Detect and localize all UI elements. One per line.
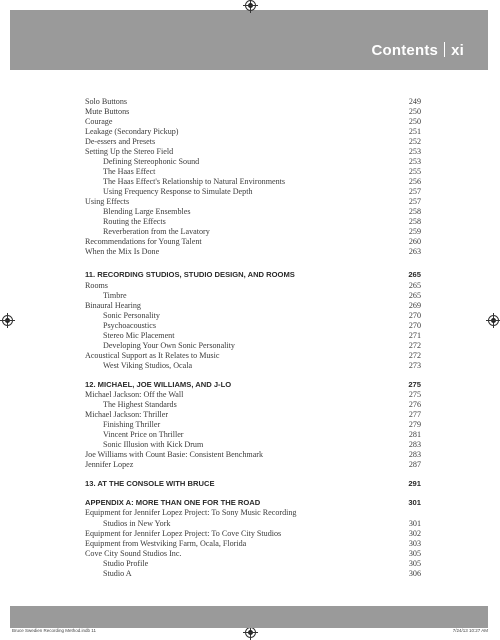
toc-entry-page: 252 <box>408 137 421 146</box>
toc-entry-page: 273 <box>408 361 421 370</box>
toc-entry-title: Mute Buttons <box>85 107 130 116</box>
toc-entry-page: 255 <box>408 167 421 176</box>
toc-entry-title: Stereo Mic Placement <box>103 331 175 340</box>
toc-entry[interactable] <box>85 207 421 217</box>
page-number: xi <box>451 42 464 59</box>
toc-entry-page: 283 <box>408 450 421 459</box>
toc-entry-page: 271 <box>408 331 421 340</box>
toc-entry[interactable] <box>85 147 421 157</box>
toc-entry-page: 253 <box>408 157 421 166</box>
toc-entry-page: 306 <box>408 569 421 578</box>
toc-entry[interactable] <box>85 321 421 331</box>
toc-entry[interactable] <box>85 539 421 549</box>
toc-entry-page: 257 <box>408 187 421 196</box>
toc-entry[interactable] <box>85 420 421 430</box>
toc-entry-title: Studio A <box>103 569 132 578</box>
toc-entry-page: 277 <box>408 410 421 419</box>
toc-entry-title: Psychoacoustics <box>103 321 157 330</box>
toc-entry-title: Rooms <box>85 281 108 290</box>
toc-entry[interactable] <box>85 301 421 311</box>
chapter-page: 291 <box>408 479 421 488</box>
toc-entry-page: 265 <box>408 291 421 300</box>
toc-entry-title: Binaural Hearing <box>85 301 141 310</box>
chapter-heading[interactable] <box>85 270 421 280</box>
toc-entry-title: Equipment for Jennifer Lopez Project: To Sony Music Recording <box>85 508 297 517</box>
toc-entry[interactable] <box>85 197 421 207</box>
toc-entry-page: 279 <box>408 420 421 429</box>
toc-entry-title: Cove City Sound Studios Inc. <box>85 549 182 558</box>
toc-entry-page: 259 <box>408 227 421 236</box>
footer-bar <box>10 606 488 628</box>
toc-entry-title: Acoustical Support as It Relates to Music <box>85 351 220 360</box>
toc-entry[interactable] <box>85 450 421 460</box>
toc-entry[interactable] <box>85 351 421 361</box>
toc-entry-page: 272 <box>408 341 421 350</box>
toc-entry[interactable] <box>85 430 421 440</box>
toc-entry[interactable] <box>85 519 421 529</box>
toc-entry[interactable] <box>85 281 421 291</box>
toc-entry[interactable] <box>85 247 421 257</box>
toc-entry-page: 270 <box>408 321 421 330</box>
toc-entry[interactable] <box>85 569 421 579</box>
toc-entry-title: Michael Jackson: Thriller <box>85 410 169 419</box>
toc-entry-page: 281 <box>408 430 421 439</box>
toc-entry-page: 303 <box>408 539 421 548</box>
toc-entry-page: 283 <box>408 440 421 449</box>
print-date-label: 7/24/13 10:27 AM <box>452 628 488 633</box>
chapter-title: 11. RECORDING STUDIOS, STUDIO DESIGN, AND ROOMS <box>85 270 295 279</box>
toc-entry[interactable] <box>85 331 421 341</box>
toc-entry[interactable] <box>85 400 421 410</box>
toc-entry-page: 287 <box>408 460 421 469</box>
toc-entry-title: Blending Large Ensembles <box>103 207 191 216</box>
toc-entry-title: Courage <box>85 117 113 126</box>
toc-entry-page: 302 <box>408 529 421 538</box>
toc-entry[interactable] <box>85 410 421 420</box>
toc-entry-title: West Viking Studios, Ocala <box>103 361 193 370</box>
toc-entry[interactable] <box>85 117 421 127</box>
toc-entry[interactable] <box>85 97 421 107</box>
toc-entry-title: Equipment for Jennifer Lopez Project: To Cove City Studios <box>85 529 282 538</box>
toc-entry-title: Reverberation from the Lavatory <box>103 227 210 236</box>
toc-entry-page: 250 <box>408 107 421 116</box>
toc-entry-page: 305 <box>408 549 421 558</box>
toc-entry-title: Developing Your Own Sonic Personality <box>103 341 235 350</box>
print-file-label: Bruce Swedien Recording Method.indb 11 <box>12 628 96 633</box>
toc-entry[interactable] <box>85 157 421 167</box>
toc-entry[interactable] <box>85 341 421 351</box>
toc-entry-title: Setting Up the Stereo Field <box>85 147 174 156</box>
chapter-page: 265 <box>408 270 421 279</box>
toc-entry-page: 265 <box>408 281 421 290</box>
toc-entry[interactable] <box>85 187 421 197</box>
toc-entry-title: The Highest Standards <box>103 400 177 409</box>
toc-entry-page: 275 <box>408 390 421 399</box>
toc-entry[interactable] <box>85 237 421 247</box>
toc-entry[interactable] <box>85 549 421 559</box>
toc-entry-title: Finishing Thriller <box>103 420 161 429</box>
toc-entry-title: Timbre <box>103 291 127 300</box>
section-title: Contents <box>371 42 439 59</box>
toc-entry-page: 251 <box>408 127 421 136</box>
chapter-title: APPENDIX A: MORE THAN ONE FOR THE ROAD <box>85 498 261 507</box>
toc-entry-page: 250 <box>408 117 421 126</box>
toc-entry[interactable] <box>85 311 421 321</box>
chapter-heading[interactable] <box>85 380 421 390</box>
chapter-heading[interactable] <box>85 498 421 508</box>
toc-entry-page: 270 <box>408 311 421 320</box>
toc-entry[interactable] <box>85 508 421 518</box>
toc-entry[interactable] <box>85 177 421 187</box>
toc-entry-page: 301 <box>408 519 421 528</box>
toc-entry-page: 257 <box>408 197 421 206</box>
toc-entry-page: 269 <box>408 301 421 310</box>
toc-entry-title: Studios in New York <box>103 519 171 528</box>
toc-entry-title: The Haas Effect <box>103 167 156 176</box>
toc-entry-page: 253 <box>408 147 421 156</box>
chapter-title: 12. MICHAEL, JOE WILLIAMS, AND J-LO <box>85 380 232 389</box>
chapter-page: 301 <box>408 498 421 507</box>
toc-entry-title: Studio Profile <box>103 559 149 568</box>
toc-entry-title: De-essers and Presets <box>85 137 156 146</box>
toc-entry-title: Sonic Personality <box>103 311 160 320</box>
toc-entry[interactable] <box>85 529 421 539</box>
toc-entry-page: 272 <box>408 351 421 360</box>
toc-entry-page: 263 <box>408 247 421 256</box>
toc-entry-title: Joe Williams with Count Basie: Consistent Benchmark <box>85 450 264 459</box>
toc-entry[interactable] <box>85 127 421 137</box>
toc-entry-page: 258 <box>408 217 421 226</box>
toc-entry-title: Using Effects <box>85 197 130 206</box>
chapter-title: 13. AT THE CONSOLE WITH BRUCE <box>85 479 215 488</box>
toc-entry[interactable] <box>85 440 421 450</box>
toc-entry-title: Equipment from Westviking Farm, Ocala, Florida <box>85 539 247 548</box>
toc-entry[interactable] <box>85 227 421 237</box>
toc-entry[interactable] <box>85 167 421 177</box>
toc-entry[interactable] <box>85 361 421 371</box>
toc-entry-title: Sonic Illusion with Kick Drum <box>103 440 204 449</box>
toc-entry-title: Jennifer Lopez <box>85 460 134 469</box>
toc-entry-title: Recommendations for Young Talent <box>85 237 202 246</box>
toc-entry[interactable] <box>85 460 421 470</box>
toc-entry[interactable] <box>85 291 421 301</box>
toc-entry-title: The Haas Effect's Relationship to Natural Environments <box>103 177 286 186</box>
toc-entry-title: Leakage (Secondary Pickup) <box>85 127 179 136</box>
toc-entry-title: Routing the Effects <box>103 217 166 226</box>
toc-entry[interactable] <box>85 107 421 117</box>
toc-entry-title: Vincent Price on Thriller <box>103 430 184 439</box>
toc-entry-page: 260 <box>408 237 421 246</box>
toc-entry-page: 276 <box>408 400 421 409</box>
toc-entry-page: 258 <box>408 207 421 216</box>
toc-entry[interactable] <box>85 559 421 569</box>
toc-entry-page: 249 <box>408 97 421 106</box>
toc-entry[interactable] <box>85 390 421 400</box>
chapter-heading[interactable] <box>85 479 421 489</box>
toc-entry-title: Defining Stereophonic Sound <box>103 157 200 166</box>
toc-entry-page: 305 <box>408 559 421 568</box>
chapter-page: 275 <box>408 380 421 389</box>
toc-entry-title: Solo Buttons <box>85 97 128 106</box>
toc-entry[interactable] <box>85 137 421 147</box>
toc-entry-title: When the Mix Is Done <box>85 247 160 256</box>
toc-entry[interactable] <box>85 217 421 227</box>
toc-entry-page: 256 <box>408 177 421 186</box>
toc-entry-title: Using Frequency Response to Simulate Depth <box>103 187 253 196</box>
toc-entry-title: Michael Jackson: Off the Wall <box>85 390 184 399</box>
